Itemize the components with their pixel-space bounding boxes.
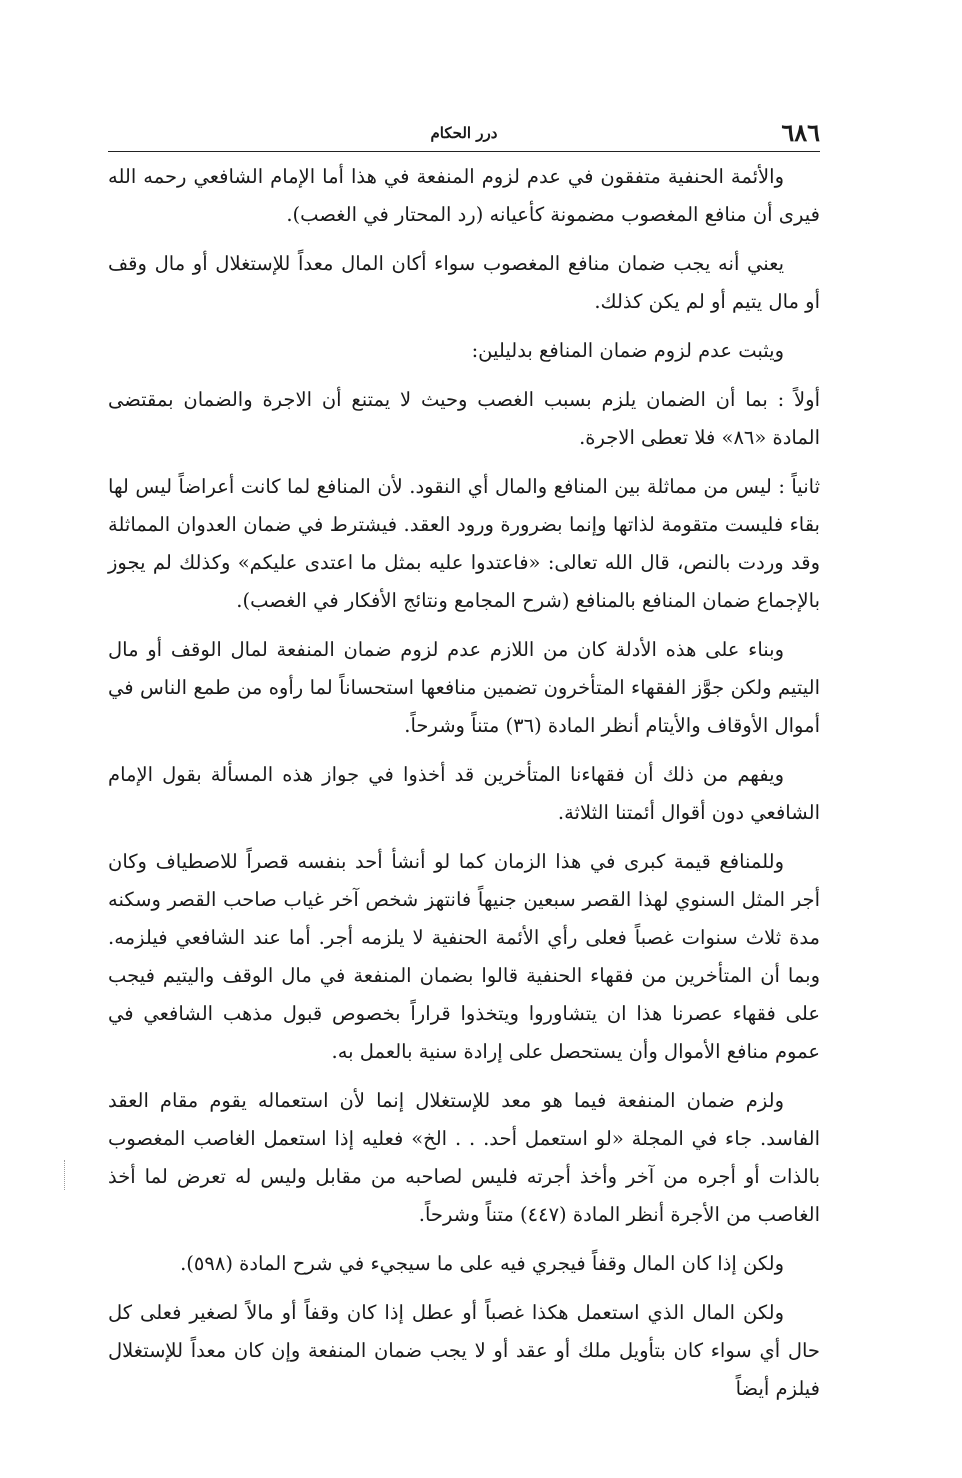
- margin-mark: [64, 1160, 65, 1190]
- header-rule: [108, 151, 820, 152]
- paragraph-10: ولكن إذا كان المال وقفاً فيجري فيه على ما سيجيء في شرح المادة (٥٩٨).: [180, 1252, 784, 1275]
- paragraph-9: ولزم ضمان المنفعة فيما هو معد للإستغلال إنما لأن استعماله يقوم مقام العقد الفاسد. جاء في المجلة «لو استعمل أحد. . . الخ» فعليه إذا استعمل الغاصب المغصوب بالذات أو أجره من آخر وأخذ أجرته فليس لصاحبه من مقابل وليس له تعرض لما أخذ الغاصب من الأجرة أنظر المادة (٤٤٧) متناً وشرحاً.: [108, 1089, 821, 1226]
- paragraph-2: يعني أنه يجب ضمان منافع المغصوب سواء أكان المال معداً للإستغلال أو مال وقف أو مال يتيم أو لم يكن كذلك.: [108, 252, 820, 313]
- running-title: درر الحكام: [430, 124, 498, 142]
- paragraph-8: وللمنافع قيمة كبرى في هذا الزمان كما لو أنشأ أحد بنفسه قصراً للاصطياف وكان أجر المثل السنوي لهذا القصر سبعين جنيهاً فانتهز شخص آخر غياب صاحب القصر وسكنه مدة ثلاث سنوات غصباً فعلى رأي الأئمة الحنفية لا يلزمه أجر. أما عند الشافعي فيلزمه. وبما أن المتأخرين من فقهاء الحنفية قالوا بضمان المنفعة في مال الوقف واليتيم فيجب على فقهاء عصرنا هذا ان يتشاوروا ويتخذوا قراراً بخصوص قبول مذهب الشافعي في عموم منافع الأموال وأن يستحصل على إرادة سنية بالعمل به.: [108, 850, 820, 1063]
- paragraph-11: ولكن المال الذي استعمل هكذا غصباً أو عطل إذا كان وقفاً أو مالاً لصغير فعلى كل حال أي سواء كان بتأويل ملك أو عقد أو لا يجب ضمان المنفعة وإن كان معداً للإستغلال فيلزم أيضاً: [108, 1301, 820, 1400]
- paragraph-5: ثانياً : ليس من مماثلة بين المنافع والمال أي النقود. لأن المنافع لما كانت أعراضاً ليس لها بقاء فليست متقومة لذاتها وإنما بضرورة ورود العقد. فيشترط في ضمان العدوان المماثلة وقد وردت بالنص، قال الله تعالى: «فاعتدوا عليه بمثل ما اعتدى عليكم» وكذلك لم يجوز بالإجماع ضمان المنافع بالمنافع (شرح المجامع ونتائج الأفكار في الغصب).: [108, 475, 820, 612]
- paragraph-6: وبناء على هذه الأدلة كان من اللازم عدم لزوم ضمان المنفعة لمال الوقف أو مال اليتيم ولكن جوَّز الفقهاء المتأخرون تضمين منافعها استحساناً لما رأوه من طمع الناس في أموال الأوقاف والأيتام أنظر المادة (٣٦) متناً وشرحاً.: [108, 638, 820, 737]
- page-number: ٦٨٦: [781, 118, 820, 147]
- paragraph-4: أولاً : بما أن الضمان يلزم بسبب الغصب وحيث لا يمتنع أن الاجرة والضمان بمقتضى المادة «٨٦» فلا تعطى الاجرة.: [108, 388, 820, 449]
- page-header: [108, 118, 820, 150]
- body-text: [108, 158, 820, 1419]
- paragraph-7: ويفهم من ذلك أن فقهاءنا المتأخرين قد أخذوا في جواز هذه المسألة بقول الإمام الشافعي دون أقوال أئمتنا الثلاثة.: [108, 763, 820, 824]
- paragraph-3: ويثبت عدم لزوم ضمان المنافع بدليلين:: [471, 339, 784, 362]
- paragraph-1: والأئمة الحنفية متفقون في عدم لزوم المنفعة في هذا أما الإمام الشافعي رحمه الله فيرى أن منافع المغصوب مضمونة كأعيانه (رد المحتار في الغصب).: [108, 165, 820, 226]
